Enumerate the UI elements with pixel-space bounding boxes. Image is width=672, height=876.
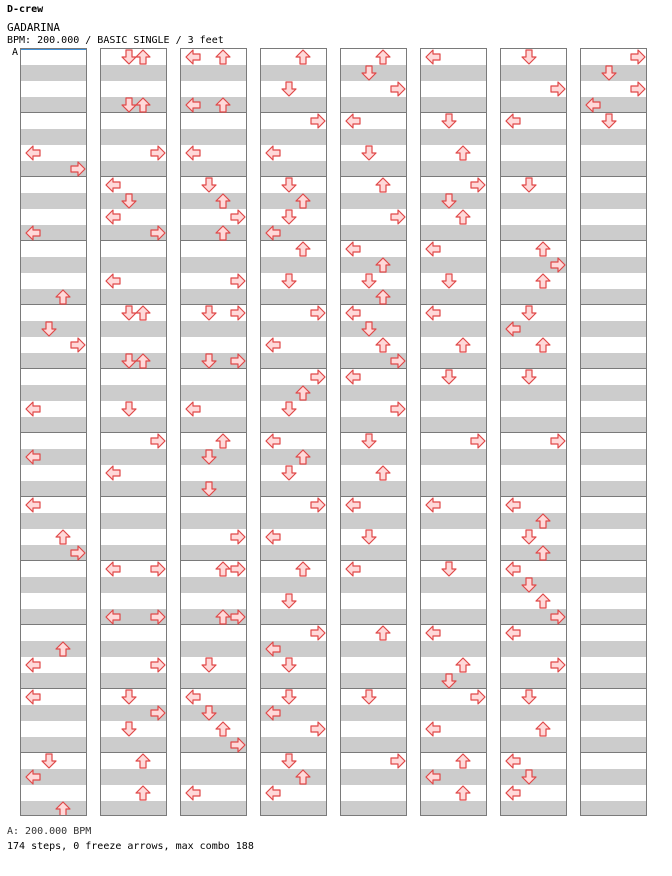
- arrow-left-icon: [185, 145, 201, 161]
- arrow-down-icon: [201, 177, 217, 193]
- bpm-change-line: [21, 49, 87, 50]
- arrow-up-icon: [455, 657, 471, 673]
- arrow-right-icon: [230, 529, 246, 545]
- arrow-right-icon: [630, 81, 646, 97]
- arrow-left-icon: [25, 401, 41, 417]
- arrow-up-icon: [375, 49, 391, 65]
- arrow-right-icon: [70, 161, 86, 177]
- arrow-left-icon: [265, 337, 281, 353]
- measure-line: [101, 752, 166, 753]
- arrow-down-icon: [441, 273, 457, 289]
- arrow-down-icon: [361, 65, 377, 81]
- arrow-left-icon: [585, 97, 601, 113]
- arrow-down-icon: [281, 593, 297, 609]
- arrow-left-icon: [25, 225, 41, 241]
- arrow-left-icon: [105, 273, 121, 289]
- arrow-left-icon: [425, 241, 441, 257]
- arrow-right-icon: [390, 353, 406, 369]
- chart-column-3: [180, 48, 247, 816]
- arrow-left-icon: [425, 497, 441, 513]
- arrow-up-icon: [295, 385, 311, 401]
- arrow-left-icon: [185, 97, 201, 113]
- arrow-right-icon: [550, 609, 566, 625]
- arrow-down-icon: [521, 177, 537, 193]
- arrow-left-icon: [505, 561, 521, 577]
- arrow-up-icon: [135, 97, 151, 113]
- arrow-left-icon: [345, 241, 361, 257]
- arrow-up-icon: [55, 801, 71, 816]
- arrow-down-icon: [441, 369, 457, 385]
- arrow-down-icon: [361, 433, 377, 449]
- arrow-up-icon: [375, 289, 391, 305]
- arrow-left-icon: [265, 145, 281, 161]
- arrow-right-icon: [150, 705, 166, 721]
- arrow-down-icon: [521, 369, 537, 385]
- arrow-up-icon: [295, 193, 311, 209]
- arrow-up-icon: [295, 769, 311, 785]
- arrow-up-icon: [135, 753, 151, 769]
- arrow-up-icon: [295, 49, 311, 65]
- arrow-left-icon: [105, 177, 121, 193]
- arrow-down-icon: [281, 753, 297, 769]
- arrow-left-icon: [425, 49, 441, 65]
- arrow-right-icon: [390, 209, 406, 225]
- arrow-down-icon: [201, 305, 217, 321]
- chart-column-1: [20, 48, 87, 816]
- bpm-marker-label: A: [12, 47, 19, 58]
- arrow-left-icon: [25, 449, 41, 465]
- arrow-left-icon: [345, 561, 361, 577]
- arrow-right-icon: [310, 113, 326, 129]
- measure-line: [581, 432, 646, 433]
- arrow-left-icon: [265, 785, 281, 801]
- arrow-right-icon: [70, 337, 86, 353]
- arrow-left-icon: [265, 433, 281, 449]
- arrow-right-icon: [390, 401, 406, 417]
- arrow-right-icon: [230, 353, 246, 369]
- arrow-left-icon: [505, 321, 521, 337]
- arrow-right-icon: [470, 433, 486, 449]
- arrow-down-icon: [521, 769, 537, 785]
- arrow-right-icon: [310, 721, 326, 737]
- measure-line: [261, 560, 326, 561]
- chart-info: BPM: 200.000 / BASIC SINGLE / 3 feet: [7, 35, 224, 46]
- arrow-left-icon: [505, 753, 521, 769]
- arrow-right-icon: [550, 257, 566, 273]
- arrow-up-icon: [535, 721, 551, 737]
- arrow-right-icon: [470, 689, 486, 705]
- arrow-up-icon: [215, 433, 231, 449]
- measure-line: [581, 560, 646, 561]
- arrow-left-icon: [25, 689, 41, 705]
- arrow-right-icon: [390, 753, 406, 769]
- measure-line: [21, 432, 86, 433]
- arrow-up-icon: [215, 49, 231, 65]
- arrow-right-icon: [150, 145, 166, 161]
- measure-line: [21, 624, 86, 625]
- arrow-left-icon: [505, 497, 521, 513]
- arrow-down-icon: [361, 145, 377, 161]
- arrow-left-icon: [185, 689, 201, 705]
- chart-column-5: [340, 48, 407, 816]
- arrow-down-icon: [281, 177, 297, 193]
- arrow-left-icon: [25, 145, 41, 161]
- arrow-right-icon: [150, 561, 166, 577]
- arrow-down-icon: [441, 113, 457, 129]
- arrow-down-icon: [361, 689, 377, 705]
- arrow-up-icon: [535, 337, 551, 353]
- arrow-left-icon: [265, 225, 281, 241]
- arrow-down-icon: [201, 449, 217, 465]
- measure-line: [581, 240, 646, 241]
- arrow-down-icon: [361, 529, 377, 545]
- arrow-down-icon: [441, 561, 457, 577]
- arrow-down-icon: [121, 721, 137, 737]
- arrow-up-icon: [55, 641, 71, 657]
- arrow-down-icon: [281, 689, 297, 705]
- arrow-up-icon: [375, 337, 391, 353]
- arrow-right-icon: [470, 177, 486, 193]
- arrow-left-icon: [425, 721, 441, 737]
- arrow-left-icon: [345, 369, 361, 385]
- measure-line: [581, 496, 646, 497]
- arrow-left-icon: [105, 609, 121, 625]
- arrow-right-icon: [310, 497, 326, 513]
- arrow-left-icon: [505, 113, 521, 129]
- arrow-left-icon: [345, 305, 361, 321]
- arrow-right-icon: [630, 49, 646, 65]
- arrow-down-icon: [441, 673, 457, 689]
- arrow-left-icon: [505, 785, 521, 801]
- arrow-down-icon: [281, 465, 297, 481]
- arrow-down-icon: [281, 209, 297, 225]
- arrow-down-icon: [441, 193, 457, 209]
- arrow-up-icon: [215, 721, 231, 737]
- measure-line: [101, 496, 166, 497]
- song-title: GADARINA: [7, 21, 60, 34]
- measure-line: [21, 112, 86, 113]
- arrow-left-icon: [265, 529, 281, 545]
- arrow-left-icon: [105, 465, 121, 481]
- arrow-up-icon: [455, 209, 471, 225]
- arrow-left-icon: [25, 657, 41, 673]
- arrow-right-icon: [390, 81, 406, 97]
- arrow-right-icon: [150, 657, 166, 673]
- arrow-right-icon: [550, 657, 566, 673]
- arrow-right-icon: [310, 369, 326, 385]
- arrow-up-icon: [295, 449, 311, 465]
- arrow-right-icon: [310, 305, 326, 321]
- arrow-up-icon: [535, 273, 551, 289]
- measure-line: [21, 304, 86, 305]
- arrow-right-icon: [230, 561, 246, 577]
- arrow-right-icon: [150, 609, 166, 625]
- measure-line: [181, 240, 246, 241]
- arrow-up-icon: [455, 753, 471, 769]
- arrow-right-icon: [70, 545, 86, 561]
- measure-line: [581, 688, 646, 689]
- chart-column-4: [260, 48, 327, 816]
- measure-line: [581, 304, 646, 305]
- arrow-up-icon: [135, 785, 151, 801]
- arrow-down-icon: [281, 273, 297, 289]
- arrow-up-icon: [55, 289, 71, 305]
- arrow-down-icon: [201, 705, 217, 721]
- arrow-up-icon: [135, 305, 151, 321]
- arrow-left-icon: [25, 769, 41, 785]
- arrow-up-icon: [135, 353, 151, 369]
- measure-line: [581, 752, 646, 753]
- arrow-left-icon: [185, 785, 201, 801]
- measure-line: [341, 176, 406, 177]
- chart-column-6: [420, 48, 487, 816]
- arrow-up-icon: [535, 513, 551, 529]
- arrow-up-icon: [535, 545, 551, 561]
- arrow-up-icon: [215, 97, 231, 113]
- measure-line: [501, 240, 566, 241]
- arrow-left-icon: [185, 401, 201, 417]
- arrow-up-icon: [375, 177, 391, 193]
- arrow-right-icon: [230, 609, 246, 625]
- arrow-right-icon: [150, 433, 166, 449]
- arrow-up-icon: [455, 337, 471, 353]
- arrow-down-icon: [281, 401, 297, 417]
- arrow-down-icon: [201, 353, 217, 369]
- arrow-left-icon: [505, 625, 521, 641]
- arrow-up-icon: [135, 49, 151, 65]
- arrow-down-icon: [521, 689, 537, 705]
- arrow-left-icon: [425, 305, 441, 321]
- arrow-up-icon: [375, 465, 391, 481]
- arrow-up-icon: [215, 609, 231, 625]
- arrow-up-icon: [535, 241, 551, 257]
- arrow-down-icon: [521, 529, 537, 545]
- arrow-left-icon: [105, 209, 121, 225]
- arrow-down-icon: [601, 65, 617, 81]
- arrow-down-icon: [201, 481, 217, 497]
- arrow-down-icon: [121, 689, 137, 705]
- arrow-down-icon: [361, 273, 377, 289]
- arrow-right-icon: [550, 433, 566, 449]
- arrow-up-icon: [455, 785, 471, 801]
- measure-line: [581, 368, 646, 369]
- arrow-left-icon: [425, 769, 441, 785]
- arrow-right-icon: [310, 625, 326, 641]
- arrow-right-icon: [230, 209, 246, 225]
- arrow-down-icon: [281, 657, 297, 673]
- arrow-right-icon: [150, 225, 166, 241]
- arrow-up-icon: [55, 529, 71, 545]
- artist-name: D-crew: [7, 4, 44, 15]
- measure-line: [421, 752, 486, 753]
- chart-column-7: [500, 48, 567, 816]
- arrow-up-icon: [215, 225, 231, 241]
- arrow-up-icon: [215, 561, 231, 577]
- arrow-down-icon: [521, 49, 537, 65]
- arrow-down-icon: [121, 401, 137, 417]
- arrow-left-icon: [265, 641, 281, 657]
- step-stats: 174 steps, 0 freeze arrows, max combo 188: [7, 841, 254, 852]
- arrow-up-icon: [295, 561, 311, 577]
- measure-line: [581, 176, 646, 177]
- arrow-left-icon: [345, 497, 361, 513]
- measure-line: [341, 624, 406, 625]
- arrow-left-icon: [345, 113, 361, 129]
- arrow-down-icon: [601, 113, 617, 129]
- arrow-down-icon: [41, 321, 57, 337]
- arrow-down-icon: [521, 577, 537, 593]
- arrow-down-icon: [41, 753, 57, 769]
- arrow-left-icon: [185, 49, 201, 65]
- chart-column-2: [100, 48, 167, 816]
- arrow-left-icon: [105, 561, 121, 577]
- arrow-right-icon: [550, 81, 566, 97]
- arrow-left-icon: [25, 497, 41, 513]
- measure-line: [21, 368, 86, 369]
- arrow-down-icon: [121, 193, 137, 209]
- arrow-right-icon: [230, 273, 246, 289]
- arrow-up-icon: [455, 145, 471, 161]
- chart-column-8: [580, 48, 647, 816]
- arrow-right-icon: [230, 305, 246, 321]
- arrow-up-icon: [535, 593, 551, 609]
- arrow-up-icon: [375, 625, 391, 641]
- arrow-left-icon: [425, 625, 441, 641]
- arrow-down-icon: [361, 321, 377, 337]
- measure-line: [181, 432, 246, 433]
- arrow-down-icon: [281, 81, 297, 97]
- arrow-up-icon: [295, 241, 311, 257]
- bpm-summary: A: 200.000 BPM: [7, 826, 92, 837]
- arrow-up-icon: [215, 193, 231, 209]
- arrow-down-icon: [521, 305, 537, 321]
- arrow-down-icon: [201, 657, 217, 673]
- arrow-right-icon: [230, 737, 246, 753]
- measure-line: [581, 624, 646, 625]
- arrow-left-icon: [265, 705, 281, 721]
- arrow-up-icon: [375, 257, 391, 273]
